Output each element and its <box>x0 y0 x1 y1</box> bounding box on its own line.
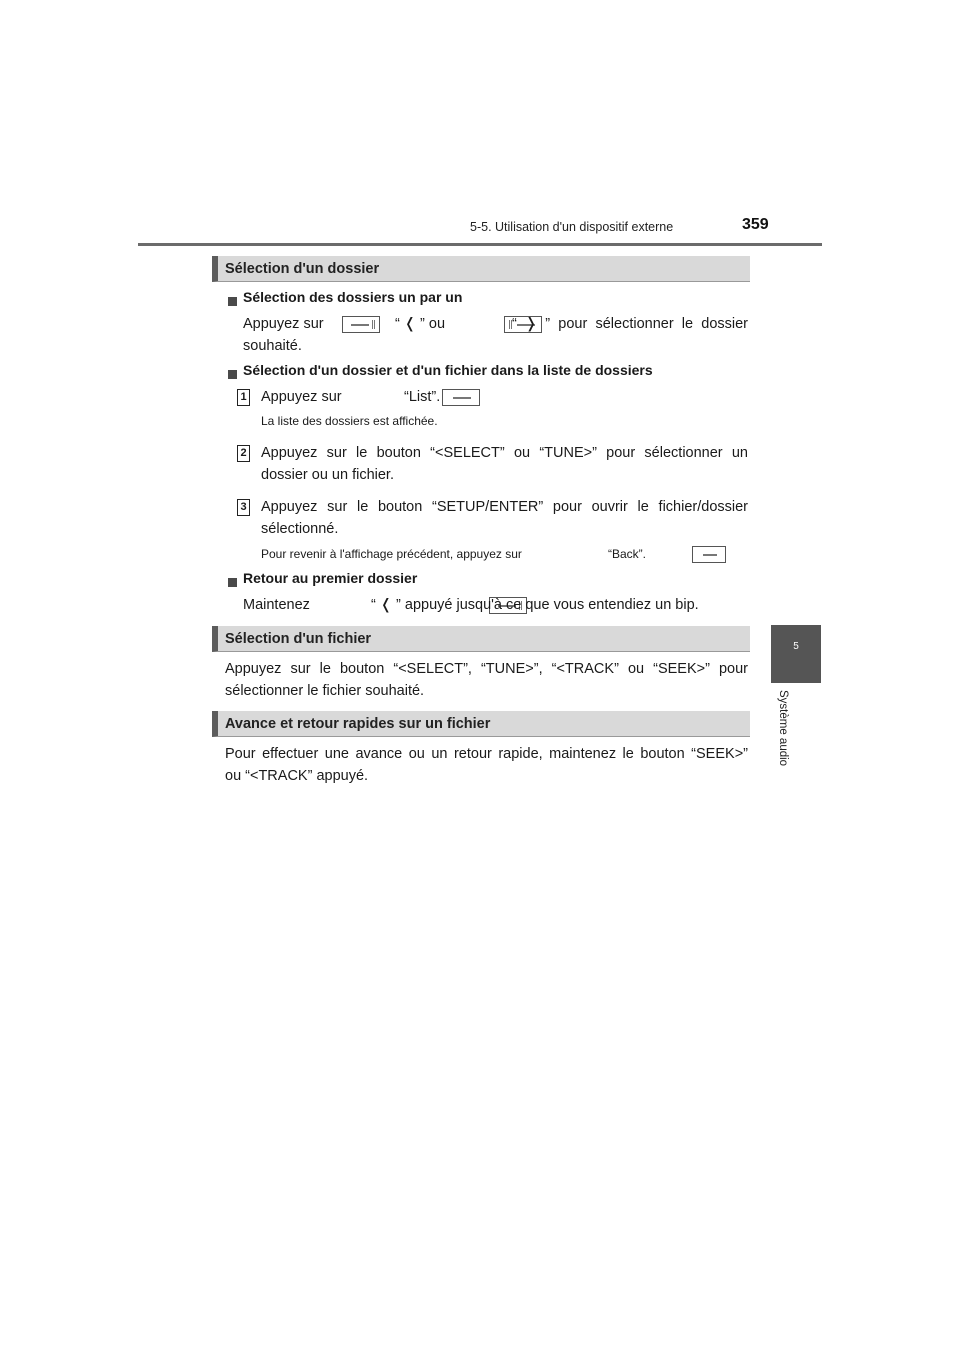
text-line: dossier ou un fichier. <box>261 467 394 483</box>
text-line: “ ❬ ” ou <box>395 316 446 332</box>
subheading-from-list: Sélection d'un dossier et d'un fichier dans la liste de dossiers <box>243 362 653 378</box>
section-header: 5-5. Utilisation d'un dispositif externe <box>470 220 674 234</box>
text-line: Appuyez sur <box>261 389 342 405</box>
step-number: 1 <box>237 389 250 406</box>
note-text: “Back”. <box>608 547 647 561</box>
text-line <box>225 658 748 680</box>
bullet-square <box>228 574 237 592</box>
note-text: La liste des dossiers est affichée. <box>261 414 438 428</box>
text-line-justified: Appuyez sur le bouton “<SELECT” ou “TUNE>” pour sélectionner un <box>261 445 748 461</box>
step-number: 2 <box>237 445 250 462</box>
text-line <box>261 496 748 518</box>
header-rule <box>138 243 822 246</box>
bullet-square <box>228 293 237 311</box>
text-line: Appuyez sur <box>243 316 324 332</box>
page-number: 359 <box>742 216 769 233</box>
section-title-folder: Sélection d'un dossier <box>212 256 750 282</box>
text-line <box>261 442 748 464</box>
chapter-label <box>777 690 807 790</box>
text-line-justified: “ ❭ ” pour sélectionner le dossier <box>512 316 748 332</box>
text-line: ou “<TRACK” appuyé. <box>225 768 369 784</box>
text-line-justified: Appuyez sur le bouton “<SELECT”, “TUNE>”, “<TRACK” ou “SEEK>” pour <box>225 661 748 677</box>
text-line <box>512 313 748 335</box>
step-number: 3 <box>237 499 250 516</box>
text-line <box>225 743 748 765</box>
bullet-square <box>228 366 237 384</box>
chapter-label-text: Système audio <box>777 690 789 767</box>
note-text: Pour revenir à l'affichage précédent, appuyez sur <box>261 547 522 561</box>
text-line-justified: Pour effectuer une avance ou un retour rapide, maintenez le bouton “SEEK>” <box>225 746 748 762</box>
back-button-icon <box>692 546 726 563</box>
list-button-icon <box>442 389 480 406</box>
subheading-one-by-one: Sélection des dossiers un par un <box>243 289 463 305</box>
text-line: “List”. <box>404 389 441 405</box>
text-line: “ ❬ ” appuyé jusqu'à ce que vous entendiez un bip. <box>371 597 699 613</box>
text-line: sélectionné. <box>261 521 339 537</box>
section-title-file: Sélection d'un fichier <box>212 626 750 652</box>
text-line: souhaité. <box>243 338 302 354</box>
text-line-justified: Appuyez sur le bouton “SETUP/ENTER” pour ouvrir le fichier/dossier <box>261 499 748 515</box>
text-line: Maintenez <box>243 597 310 613</box>
text-line: sélectionner le fichier souhaité. <box>225 683 425 699</box>
seek-down-button-icon <box>342 316 380 333</box>
subheading-first-folder: Retour au premier dossier <box>243 570 418 586</box>
section-title-fast: Avance et retour rapides sur un fichier <box>212 711 750 737</box>
chapter-tab: 5 <box>771 625 821 683</box>
